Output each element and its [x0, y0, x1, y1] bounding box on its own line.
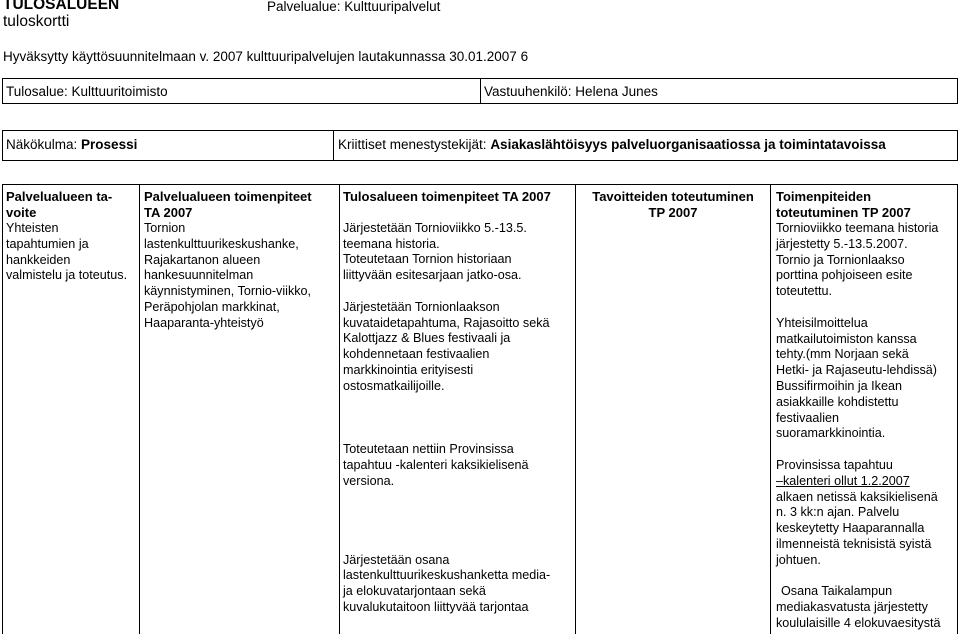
result-unit: Tulosalue: Kulttuuritoimisto — [6, 84, 168, 99]
document-title: TULOSALUEEN — [3, 0, 120, 13]
unit-actions-header: Tulosalueen toimenpiteet TA 2007 — [343, 189, 551, 204]
unit-actions-line: kuvataidetapahtuma, Rajasoitto sekä — [343, 315, 550, 330]
achievement-line: Osana Taikalampun — [781, 584, 893, 599]
goal-text-line: valmistelu ja toteutus. — [6, 268, 128, 283]
responsible-person: Vastuuhenkilö: Helena Junes — [484, 84, 658, 99]
achievement-line: Tornio ja Tornionlaakso — [776, 252, 905, 267]
achievement-line: Hetki- ja Rajaseutu-lehdissä) — [776, 363, 937, 378]
divider — [339, 184, 340, 634]
unit-actions-line: Järjestetään osana — [343, 552, 450, 567]
actions-text-line: Haaparanta-yhteistyö — [144, 315, 264, 330]
unit-actions-line: ostosmatkailijoille. — [343, 378, 445, 393]
unit-actions-line: markkinointia erityisesti — [343, 362, 474, 377]
goal-header-line: voite — [6, 205, 37, 220]
goal-column — [6, 189, 136, 284]
service-area: Palvelualue: Kulttuuripalvelut — [267, 0, 441, 14]
divider — [2, 130, 3, 161]
divider — [480, 78, 481, 104]
achievement-line: asiakkaille kohdistettu — [776, 394, 899, 409]
divider — [333, 130, 334, 161]
achievement-line: Bussifirmoihin ja Ikean — [776, 378, 902, 393]
perspective — [6, 137, 137, 154]
achievement-line: mediakasvatusta järjestetty — [776, 600, 928, 615]
achievement-line: johtuen. — [776, 552, 821, 567]
perspective-value: Prosessi — [81, 137, 138, 152]
achievement-line: koululaisille 4 elokuvaesitystä — [776, 615, 941, 630]
critical-success-factors — [338, 137, 886, 154]
unit-actions-line: tapahtuu -kalenteri kaksikielisenä — [343, 457, 529, 472]
unit-actions-line: kohdennetaan festivaalien — [343, 347, 490, 362]
critical-value: Asiakaslähtöisyys palveluorganisaatiossa ja toimintatavoissa — [490, 137, 886, 152]
divider — [2, 130, 958, 131]
achievement-line: keskeytetty Haaparannalla — [776, 521, 925, 536]
critical-label: Kriittiset menestystekijät: — [338, 137, 487, 152]
divider — [770, 184, 771, 634]
service-area-actions-column — [144, 189, 337, 332]
achievement-line: tehty.(mm Norjaan sekä — [776, 347, 909, 362]
unit-actions-line: Toteutetaan Tornion historiaan — [343, 252, 512, 267]
divider — [957, 78, 958, 104]
goal-text-line: Yhteisten — [6, 221, 59, 235]
unit-actions-line: Järjestetään Tornionlaakson — [343, 299, 500, 314]
approval-note: Hyväksytty käyttösuunnitelmaan v. 2007 kulttuuripalvelujen lautakunnassa 30.01.2007 6 — [3, 49, 529, 64]
actions-text-line: Rajakartanon alueen — [144, 252, 261, 267]
unit-actions-line: lastenkulttuurikeskushanketta media- — [343, 568, 551, 583]
achievement-line: matkailutoimiston kanssa — [776, 331, 917, 346]
achievement-line: suoramarkkinointia. — [776, 426, 886, 441]
goal-achievement-header-line: TP 2007 — [648, 205, 698, 220]
achievement-line: ilmenneistä teknisistä syistä — [776, 536, 932, 551]
achievement-header-line: toteutuminen TP 2007 — [776, 205, 911, 220]
actions-text-line: Tornion — [144, 221, 186, 235]
unit-actions-line: ja elokuvatarjontaan sekä — [343, 584, 486, 599]
goal-achievement-header-line: Tavoitteiden toteutuminen — [592, 189, 754, 204]
achievement-line: Yhteisilmoittelua — [776, 315, 868, 330]
perspective-label: Näkökulma: — [6, 137, 78, 152]
achievement-line: Tornioviikko teemana historia — [776, 221, 939, 235]
unit-actions-line: liittyvään esitesarjaan jatko-osa. — [343, 268, 522, 283]
actions-header-line: TA 2007 — [144, 205, 193, 220]
divider — [957, 130, 958, 161]
divider — [2, 184, 3, 634]
achievement-line: –kalenteri ollut 1.2.2007 — [776, 473, 910, 488]
achievement-line: Provinsissa tapahtuu — [776, 457, 893, 472]
divider — [2, 78, 3, 104]
document-subtitle: tuloskortti — [3, 13, 70, 30]
actions-text-line: käynnistyminen, Tornio-viikko, — [144, 284, 312, 299]
unit-actions-line: teemana historia. — [343, 236, 440, 251]
actions-header-line: Palvelualueen toimenpiteet — [144, 189, 312, 204]
divider — [2, 160, 958, 161]
achievement-line: n. 3 kk:n ajan. Palvelu — [776, 505, 900, 520]
actions-text-line: lastenkulttuurikeskushanke, — [144, 236, 299, 251]
unit-actions-line: Toteutetaan nettiin Provinsissa — [343, 441, 514, 456]
unit-actions-line: Kalottjazz & Blues festivaali ja — [343, 331, 511, 346]
unit-actions-line: Järjestetään Tornioviikko 5.-13.5. — [343, 220, 527, 235]
achievement-line: porttina pohjoiseen esite — [776, 268, 913, 283]
divider — [957, 184, 958, 634]
divider — [2, 184, 958, 185]
unit-actions-column — [343, 189, 573, 616]
divider — [575, 184, 576, 634]
goal-text-line: tapahtumien ja — [6, 236, 89, 251]
divider — [139, 184, 140, 634]
actions-text-line: Peräpohjolan markkinat, — [144, 299, 280, 314]
achievement-line: alkaen netissä kaksikielisenä — [776, 489, 938, 504]
goal-achievement-column — [579, 189, 767, 221]
actions-achievement-column — [776, 189, 956, 632]
achievement-line: järjestetty 5.-13.5.2007. — [776, 236, 908, 251]
achievement-line: festivaalien — [776, 410, 840, 425]
unit-actions-line: kuvalukutaitoon liittyvää tarjontaa — [343, 599, 529, 614]
unit-actions-line: versiona. — [343, 473, 395, 488]
achievement-header-line: Toimenpiteiden — [776, 189, 872, 204]
actions-text-line: hankesuunnitelman — [144, 268, 254, 283]
achievement-line: toteutettu. — [776, 284, 833, 299]
goal-text-line: hankkeiden — [6, 252, 71, 267]
goal-header-line: Palvelualueen ta- — [6, 189, 113, 204]
